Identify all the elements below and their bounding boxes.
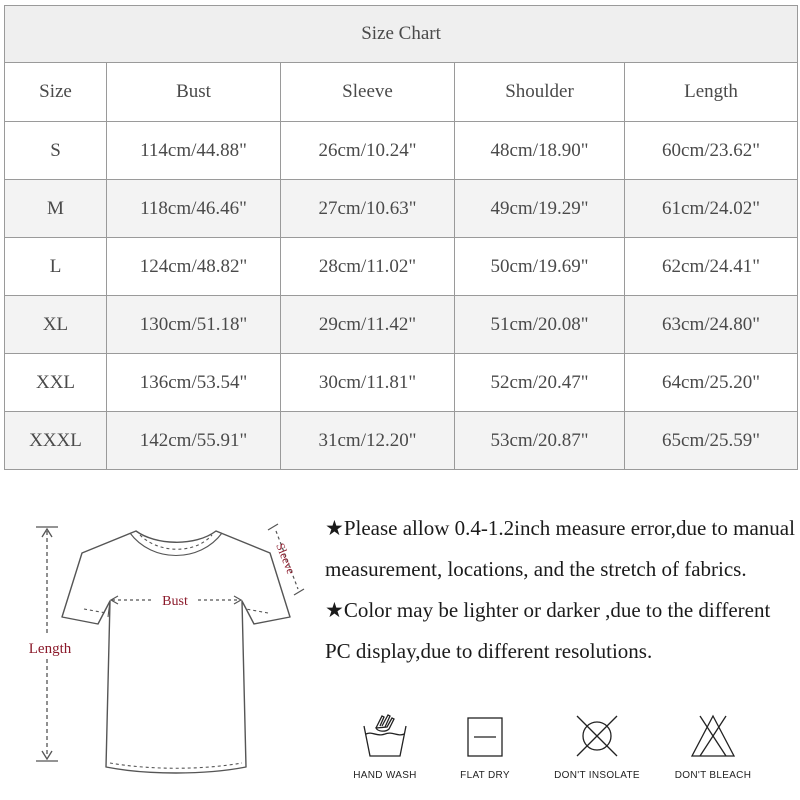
size-chart-title: Size Chart xyxy=(5,6,798,63)
hand-wash-icon xyxy=(360,714,410,758)
table-row xyxy=(5,412,798,470)
table-cell: XL xyxy=(5,296,107,354)
color-note: ★Color may be lighter or darker ,due to the different PC display,due to different resolutions. xyxy=(325,598,771,663)
flat-dry-label: FLAT DRY xyxy=(460,770,510,781)
table-cell: 61cm/24.02" xyxy=(625,180,798,238)
header-size: Size xyxy=(5,63,107,122)
size-chart xyxy=(4,5,797,470)
header-shoulder: Shoulder xyxy=(455,63,625,122)
table-cell: 48cm/18.90" xyxy=(455,122,625,180)
hand-wash-label: HAND WASH xyxy=(353,770,417,781)
table-row xyxy=(5,238,798,296)
table-cell: 60cm/23.62" xyxy=(625,122,798,180)
table-cell: M xyxy=(5,180,107,238)
table-cell: 49cm/19.29" xyxy=(455,180,625,238)
table-cell: 30cm/11.81" xyxy=(281,354,455,412)
dont-bleach-icon xyxy=(688,714,738,758)
table-cell: 114cm/44.88" xyxy=(107,122,281,180)
size-chart-table xyxy=(4,5,798,470)
dont-insolate-icon xyxy=(572,714,622,758)
header-sleeve: Sleeve xyxy=(281,63,455,122)
length-label: Length xyxy=(28,641,72,657)
header-row xyxy=(5,63,798,122)
table-row xyxy=(5,354,798,412)
table-cell: 53cm/20.87" xyxy=(455,412,625,470)
table-cell: 130cm/51.18" xyxy=(107,296,281,354)
care-item-hand-wash xyxy=(330,714,440,781)
table-cell: XXXL xyxy=(5,412,107,470)
table-cell: 28cm/11.02" xyxy=(281,238,455,296)
table-cell: 50cm/19.69" xyxy=(455,238,625,296)
table-cell: 51cm/20.08" xyxy=(455,296,625,354)
header-length: Length xyxy=(625,63,798,122)
notes xyxy=(325,508,795,672)
sleeve-label: Sleeve xyxy=(273,541,299,576)
header-bust: Bust xyxy=(107,63,281,122)
tshirt-outline xyxy=(62,531,290,773)
flat-dry-icon xyxy=(460,714,510,758)
table-cell: 124cm/48.82" xyxy=(107,238,281,296)
table-cell: 29cm/11.42" xyxy=(281,296,455,354)
dont-bleach-label: DON'T BLEACH xyxy=(674,770,752,781)
dont-insolate-label: DON'T INSOLATE xyxy=(554,770,640,781)
tshirt-diagram xyxy=(0,505,320,800)
table-cell: 136cm/53.54" xyxy=(107,354,281,412)
table-cell: 27cm/10.63" xyxy=(281,180,455,238)
care-item-dont-insolate xyxy=(542,714,652,781)
table-row xyxy=(5,180,798,238)
table-cell: 142cm/55.91" xyxy=(107,412,281,470)
table-cell: 64cm/25.20" xyxy=(625,354,798,412)
title-row xyxy=(5,6,798,63)
table-cell: 31cm/12.20" xyxy=(281,412,455,470)
table-cell: 26cm/10.24" xyxy=(281,122,455,180)
measure-error-note: ★Please allow 0.4-1.2inch measure error,due to manual measurement, locations, and the stretch of fabrics. xyxy=(325,516,795,581)
care-item-dont-bleach xyxy=(658,714,768,781)
care-item-flat-dry xyxy=(430,714,540,781)
table-cell: 118cm/46.46" xyxy=(107,180,281,238)
table-cell: 62cm/24.41" xyxy=(625,238,798,296)
table-cell: 63cm/24.80" xyxy=(625,296,798,354)
table-cell: 65cm/25.59" xyxy=(625,412,798,470)
care-icons xyxy=(330,714,800,800)
table-row xyxy=(5,296,798,354)
table-cell: L xyxy=(5,238,107,296)
table-row xyxy=(5,122,798,180)
bust-label: Bust xyxy=(162,594,188,609)
table-cell: 52cm/20.47" xyxy=(455,354,625,412)
table-cell: XXL xyxy=(5,354,107,412)
table-cell: S xyxy=(5,122,107,180)
